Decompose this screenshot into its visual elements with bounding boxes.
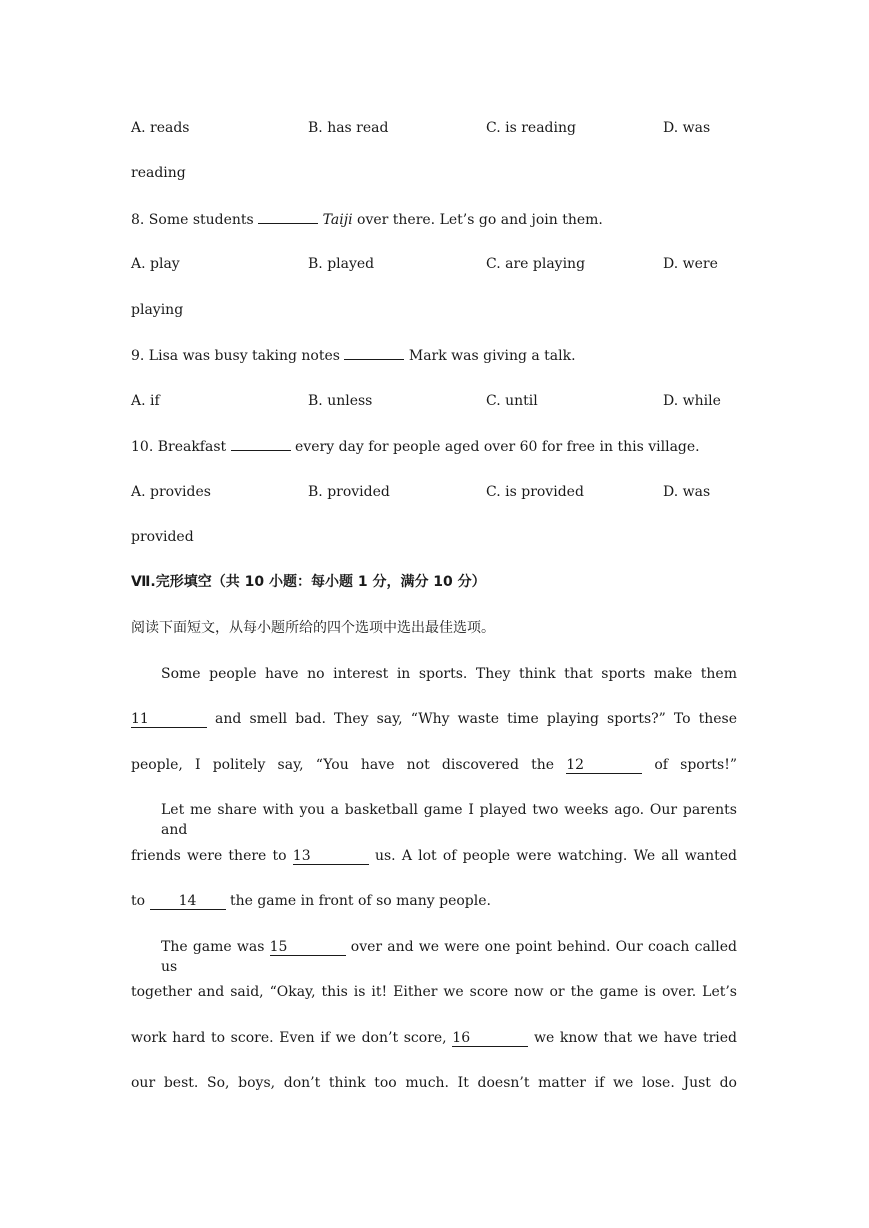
- passage-line-7-text-a: The game was: [161, 939, 270, 955]
- q7-option-a: A. reads: [131, 120, 190, 136]
- q10-option-d-wrap: provided: [131, 529, 194, 545]
- q8-stem-prefix: 8. Some students: [131, 212, 259, 228]
- passage-line-5: [131, 846, 737, 866]
- q9-stem: [131, 345, 576, 366]
- q7-option-c: C. is reading: [486, 120, 576, 136]
- blank-15: 15: [270, 939, 346, 956]
- passage-line-6-text-b: the game in front of so many people.: [225, 893, 491, 909]
- q8-blank: [258, 209, 318, 224]
- passage-line-9-text-b: we know that we have tried: [528, 1030, 737, 1046]
- passage-line-3: [131, 755, 737, 775]
- passage-line-8: together and said, “Okay, this is it! Either we score now or the game is over. Let’s: [131, 984, 737, 1000]
- passage-line-10: our best. So, boys, don’t think too much. It doesn’t matter if we lose. Just do: [131, 1075, 737, 1091]
- q9-stem-suffix: Mark was giving a talk.: [404, 348, 576, 364]
- q8-option-c: C. are playing: [486, 256, 586, 272]
- q10-stem-suffix: every day for people aged over 60 for free in this village.: [290, 439, 700, 455]
- passage-line-5-text-b: us. A lot of people were watching. We all wanted: [368, 848, 738, 864]
- passage-line-1: Some people have no interest in sports. They think that sports make them: [161, 666, 737, 682]
- q10-blank: [231, 436, 291, 451]
- q7-option-d: D. was: [663, 120, 711, 136]
- q9-option-b: B. unless: [308, 393, 373, 409]
- passage-line-9-text-a: work hard to score. Even if we don’t score,: [131, 1030, 453, 1046]
- q7-option-b: B. has read: [308, 120, 389, 136]
- q9-option-c: C. until: [486, 393, 538, 409]
- q8-options: [131, 254, 731, 274]
- passage-line-7-text-b: over and we were one point behind. Our coach called us: [161, 939, 738, 975]
- q9-option-d: D. while: [663, 393, 721, 409]
- q9-option-a: A. if: [131, 393, 160, 409]
- q8-option-a: A. play: [131, 256, 180, 272]
- q8-option-b: B. played: [308, 256, 375, 272]
- q8-stem: [131, 209, 603, 230]
- q10-option-b: B. provided: [308, 484, 390, 500]
- blank-16: 16: [452, 1030, 528, 1047]
- q7-option-d-wrap: reading: [131, 165, 186, 181]
- q9-stem-prefix: 9. Lisa was busy taking notes: [131, 348, 345, 364]
- passage-line-7: [161, 937, 737, 977]
- section-instruction: 阅读下面短文，从每小题所给的四个选项中选出最佳选项。: [131, 620, 495, 636]
- q10-option-c: C. is provided: [486, 484, 584, 500]
- passage-line-5-text-a: friends were there to: [131, 848, 293, 864]
- passage-line-4: Let me share with you a basketball game I played two weeks ago. Our parents and: [161, 802, 737, 838]
- q8-stem-italic: Taiji: [322, 212, 353, 228]
- q10-option-d: D. was: [663, 484, 711, 500]
- blank-11: 11: [131, 711, 207, 728]
- passage-line-9: [131, 1028, 737, 1048]
- passage-line-6: [131, 891, 491, 911]
- q8-stem-suffix: over there. Let’s go and join them.: [352, 212, 603, 228]
- passage-line-3-text-b: of sports!”: [642, 757, 737, 773]
- q10-option-a: A. provides: [131, 484, 211, 500]
- passage-line-2-text: and smell bad. They say, “Why waste time playing sports?” To these: [207, 711, 737, 727]
- blank-13: 13: [293, 848, 369, 865]
- passage-line-2: [131, 709, 737, 729]
- blank-14: 14: [150, 893, 226, 910]
- passage-line-3-text-a: people, I politely say, “You have not discovered the: [131, 757, 567, 773]
- q10-stem-prefix: 10. Breakfast: [131, 439, 231, 455]
- blank-12: 12: [566, 757, 642, 774]
- passage-line-6-text-a: to: [131, 893, 150, 909]
- q8-option-d-wrap: playing: [131, 302, 184, 318]
- q7-options: [131, 118, 731, 138]
- q8-option-d: D. were: [663, 256, 718, 272]
- q10-stem: [131, 436, 700, 457]
- q9-options: [131, 391, 731, 411]
- section-title: Ⅶ.完形填空（共 10 小题：每小题 1 分，满分 10 分）: [131, 574, 486, 590]
- q9-blank: [344, 345, 404, 360]
- q10-options: [131, 482, 731, 502]
